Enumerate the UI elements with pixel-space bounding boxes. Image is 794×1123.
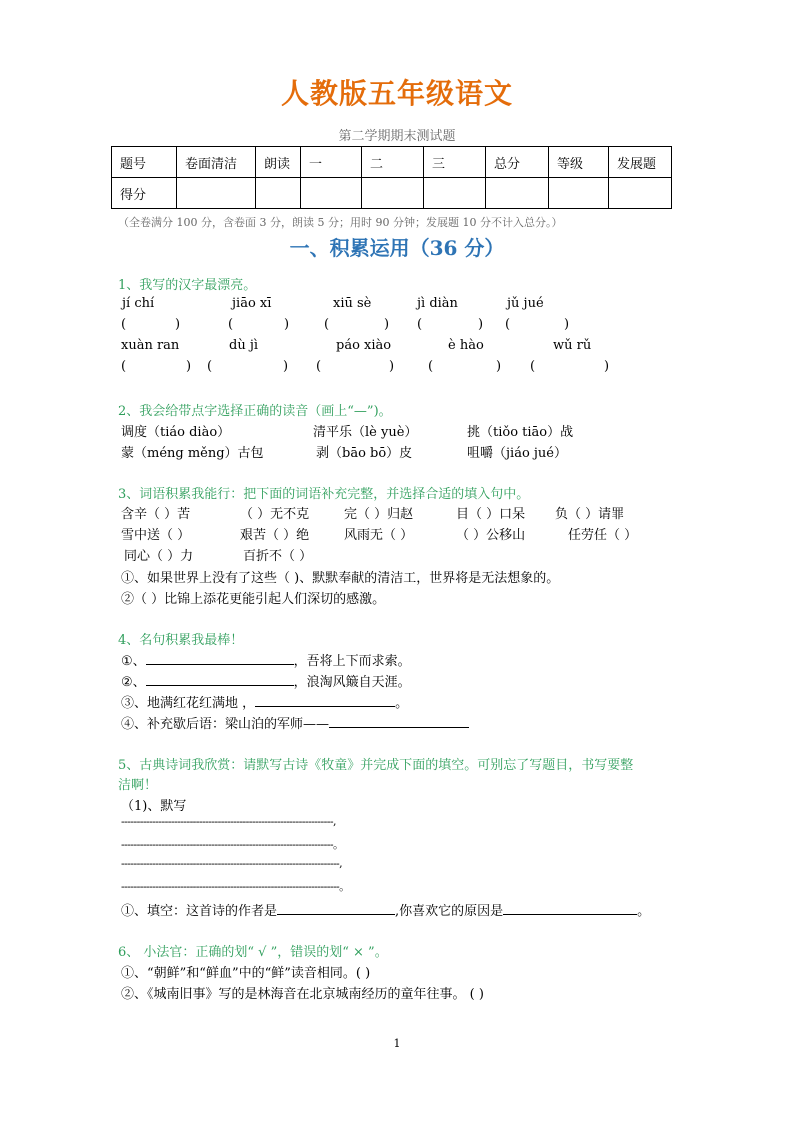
idiom-blank[interactable]: 负（ ）请罪 [555,507,625,522]
answer-paren-close: ) [186,359,192,374]
fill-sentence[interactable]: ②（ ）比锦上添花更能引起人们深切的感激。 [121,592,386,607]
pinyin: jǔ jué [507,296,544,311]
question-4-title: 4、名句积累我最棒！ [118,633,244,648]
judge-statement[interactable]: ①、“朝鲜”和“鲜血”中的“鲜”读音相同。( ) [121,966,371,981]
judge-statement[interactable]: ②、《城南旧事》写的是林海音在北京城南经历的童年往事。 ( ) [121,987,484,1002]
reading-choice[interactable]: 挑（tiǒo tiāo）战 [467,425,574,440]
idiom-blank[interactable]: 完（ ）归赵 [344,507,414,522]
question-2-title: 2、我会给带点字选择正确的读音（画上“—”)。 [118,404,392,419]
answer-paren-open[interactable]: ( [530,359,536,374]
idiom-blank[interactable]: 百折不（ ） [243,549,313,564]
score-cell: 三 [424,147,486,178]
question-1-title: 1、我写的汉字最漂亮。 [118,278,257,293]
idiom-blank[interactable]: 风雨无（ ） [344,528,414,543]
score-cell: 等级 [549,147,609,178]
answer-blank[interactable] [146,672,294,686]
verse-prefix: ②、 [121,675,146,690]
answer-paren-open[interactable]: ( [324,317,330,332]
score-table [111,146,672,209]
answer-paren-close: ) [389,359,395,374]
idiom-blank[interactable]: 艰苦（ ）绝 [240,528,310,543]
reading-choice[interactable]: 调度（tiáo diào） [121,425,231,440]
answer-paren-open[interactable]: ( [505,317,511,332]
score-input-cell[interactable] [256,178,301,209]
answer-paren-close: ) [283,359,289,374]
sub-question: （1)、默写 [121,799,187,814]
pinyin: dù jì [229,338,259,353]
answer-blank[interactable] [146,651,294,665]
score-input-cell[interactable] [486,178,549,209]
verse-prefix: ①、 [121,654,146,669]
score-cell: 卷面清洁 [177,147,256,178]
answer-paren-close: ) [175,317,181,332]
fill-suffix: 。 [637,904,651,919]
fill-middle: ,你喜欢它的原因是 [395,904,504,919]
answer-paren-open[interactable]: ( [207,359,213,374]
fill-line [121,900,650,919]
writing-line[interactable]: --------------------------------------------------------------------。 [121,838,344,851]
score-cell: 朗读 [256,147,301,178]
writing-line[interactable]: --------------------------------------------------------------------, [121,815,336,828]
fill-sentence[interactable]: ①、如果世界上没有了这些（ )、默默奉献的清洁工，世界将是无法想象的。 [121,571,560,586]
reading-choice[interactable]: 蒙（méng měng）古包 [121,446,264,461]
score-cell: 一 [301,147,362,178]
score-row-label: 得分 [112,178,177,209]
answer-paren-close: ) [384,317,390,332]
verse-line [121,713,469,732]
pinyin: wǔ rǔ [553,338,592,353]
answer-blank[interactable] [329,714,469,728]
fill-prefix: ①、填空：这首诗的作者是 [121,904,278,919]
pinyin: páo xiào [336,338,392,353]
verse-prefix: ③、地满红花红满地 ， [121,696,256,711]
pinyin: jiāo xī [232,296,272,311]
idiom-blank[interactable]: 任劳任（ ） [568,528,638,543]
page-title: 人教版五年级语文 [280,77,513,110]
question-6-title: 6、 小法官：正确的划“ √ ”，错误的划“ × ”。 [118,945,388,960]
reason-blank[interactable] [503,901,637,915]
exam-note: （全卷满分 100 分，含卷面 3 分，朗读 5 分；用时 90 分钟；发展题 10 分不计入总分。） [118,216,563,229]
idiom-blank[interactable]: 目（ ）口呆 [456,507,526,522]
idiom-blank[interactable]: 雪中送（ ） [121,528,191,543]
answer-blank[interactable] [255,693,395,707]
verse-suffix: 。 [395,696,409,711]
writing-line[interactable]: ----------------------------------------------------------------------, [121,857,343,870]
answer-paren-open[interactable]: ( [316,359,322,374]
reading-choice[interactable]: 清平乐（lè yuè） [313,425,418,440]
pinyin: xuàn ran [121,338,180,353]
score-cell: 题号 [112,147,177,178]
answer-paren-open[interactable]: ( [417,317,423,332]
pinyin: jí chí [122,296,155,311]
reading-choice[interactable]: 剥（bāo bō）皮 [316,446,413,461]
question-3-title: 3、词语积累我能行：把下面的词语补充完整，并选择合适的填入句中。 [118,487,530,502]
idiom-blank[interactable]: 同心（ ）力 [124,549,194,564]
score-input-cell[interactable] [609,178,672,209]
idiom-blank[interactable]: （ ）公移山 [456,528,526,543]
verse-suffix: ，吾将上下而求索。 [293,654,411,669]
answer-paren-open[interactable]: ( [228,317,234,332]
answer-paren-close: ) [284,317,290,332]
score-input-cell[interactable] [301,178,362,209]
score-table-header-row [112,147,672,178]
verse-line [121,650,411,669]
pinyin: è hào [448,338,484,353]
answer-paren-close: ) [564,317,570,332]
score-input-cell[interactable] [362,178,424,209]
reading-choice[interactable]: 咀嚼（jiáo jué） [467,446,567,461]
verse-line [121,692,408,711]
verse-suffix: ，浪淘风簸自天涯。 [293,675,411,690]
verse-prefix: ④、补充歇后语：梁山泊的军师—— [121,717,330,732]
pinyin: xiū sè [333,296,372,311]
page-number: 1 [393,1037,401,1050]
idiom-blank[interactable]: （ ）无不克 [240,507,310,522]
verse-line [121,671,411,690]
answer-paren-close: ) [604,359,610,374]
section-heading: 一、积累运用（36 分） [289,236,505,260]
pinyin: jì diàn [417,296,458,311]
answer-paren-close: ) [496,359,502,374]
idiom-blank[interactable]: 含辛（ ）苦 [121,507,191,522]
score-cell: 二 [362,147,424,178]
score-cell: 总分 [486,147,549,178]
writing-line[interactable]: ----------------------------------------------------------------------。 [121,880,350,893]
answer-paren-open[interactable]: ( [121,359,127,374]
author-blank[interactable] [277,901,395,915]
score-input-cell[interactable] [549,178,609,209]
question-5-title-cont: 洁啊！ [118,778,158,793]
answer-paren-close: ) [478,317,484,332]
page-subtitle: 第二学期期末测试题 [338,129,456,144]
question-5-title: 5、古典诗词我欣赏：请默写古诗《牧童》并完成下面的填空。可别忘了写题目，书写要整 [118,758,634,773]
score-input-cell[interactable] [177,178,256,209]
score-input-cell[interactable] [424,178,486,209]
score-cell: 发展题 [609,147,672,178]
answer-paren-open[interactable]: ( [121,317,127,332]
score-table-score-row [112,178,672,209]
answer-paren-open[interactable]: ( [428,359,434,374]
